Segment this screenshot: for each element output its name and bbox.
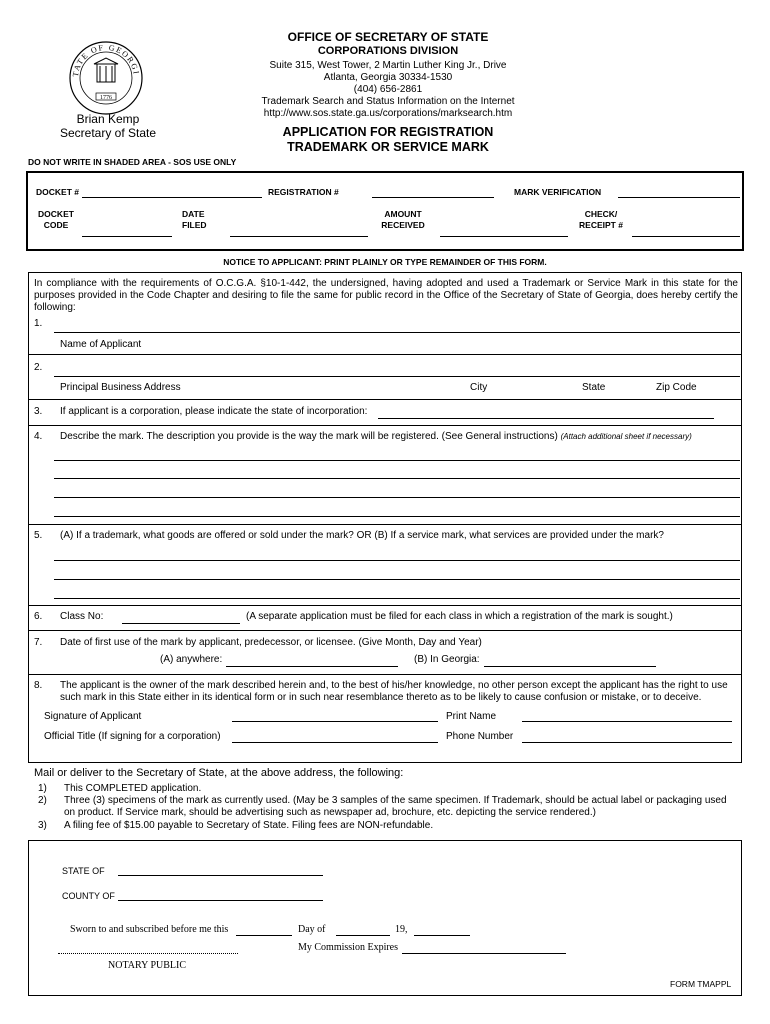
in-georgia-label: (B) In Georgia: bbox=[414, 654, 480, 665]
item-4-number: 4. bbox=[34, 431, 43, 442]
attach-sheet-note: (Attach additional sheet if necessary) bbox=[560, 432, 692, 441]
city-label: City bbox=[470, 382, 488, 393]
trademark-search-url[interactable]: http://www.sos.state.ga.us/corporations/marksearch.htm bbox=[263, 108, 513, 119]
signature-label: Signature of Applicant bbox=[44, 711, 142, 722]
describe-mark-question: Describe the mark. The description you provide is the way the mark will be registered. (See General instructions) bbox=[60, 431, 558, 442]
commission-expires-line[interactable] bbox=[402, 953, 566, 954]
state-of-line[interactable] bbox=[118, 875, 323, 876]
item-8-number: 8. bbox=[34, 680, 43, 691]
year-prefix: 19, bbox=[395, 924, 408, 935]
registration-label: REGISTRATION # bbox=[268, 187, 339, 197]
notary-public-label: NOTARY PUBLIC bbox=[108, 960, 187, 971]
mail-item-2-number: 2) bbox=[38, 795, 47, 806]
form-id: FORM TMAPPL bbox=[670, 979, 732, 989]
county-of-line[interactable] bbox=[118, 900, 323, 901]
official-title: Secretary of State bbox=[59, 126, 157, 140]
anywhere-date-line[interactable] bbox=[226, 666, 398, 667]
georgia-state-seal bbox=[66, 40, 146, 116]
first-use-question: Date of first use of the mark by applicant, predecessor, or licensee. (Give Month, Day and Year) bbox=[60, 637, 482, 648]
class-no-label: Class No: bbox=[60, 611, 104, 622]
class-note: (A separate application must be filed for each class in which a registration of the mark is sought.) bbox=[246, 611, 673, 622]
mark-verification-label: MARK VERIFICATION bbox=[514, 187, 602, 197]
mail-item-3: A filing fee of $15.00 payable to Secretary of State. Filing fees are NON-refundable. bbox=[64, 820, 434, 831]
office-title: OFFICE OF SECRETARY OF STATE bbox=[287, 30, 489, 44]
compliance-statement: In compliance with the requirements of O.C.G.A. §10-1-442, the undersigned, having adopted and used a Trademark or Service Mark in this state for the purposes provided in the Code Chapter and desiring to file the same for public record in the Office of the Secretary of State of Georgia, does hereby certify the following: bbox=[34, 278, 738, 313]
mail-item-1-number: 1) bbox=[38, 783, 47, 794]
goods-services-line[interactable] bbox=[54, 579, 740, 580]
seal-year: 1776 bbox=[100, 95, 112, 101]
mail-item-3-number: 3) bbox=[38, 820, 47, 831]
address-line-1: Suite 315, West Tower, 2 Martin Luther King Jr., Drive bbox=[269, 60, 507, 71]
amount-received-label: AMOUNT bbox=[384, 209, 422, 219]
mark-description-line[interactable] bbox=[54, 478, 740, 479]
docket-label: DOCKET # bbox=[36, 187, 79, 197]
commission-expires-label: My Commission Expires bbox=[298, 942, 399, 953]
form-title-line-2: TRADEMARK OR SERVICE MARK bbox=[287, 140, 489, 154]
division-title: CORPORATIONS DIVISION bbox=[317, 45, 459, 57]
mail-item-2: Three (3) specimens of the mark as currently used. (May be 3 samples of the same specimen. If Trademark, should be actual label or packaging used on product. If Service mark, should be advertising such as newspaper ad, brochure, etc. depicting the service rendered.) bbox=[64, 795, 727, 818]
goods-services-line[interactable] bbox=[54, 560, 740, 561]
year-line[interactable] bbox=[414, 935, 470, 936]
signature-line[interactable] bbox=[232, 721, 438, 722]
principal-address-label: Principal Business Address bbox=[60, 382, 181, 393]
county-of-label: COUNTY OF bbox=[62, 891, 115, 901]
docket-code-label: DOCKET bbox=[38, 209, 74, 219]
day-of-label: Day of bbox=[298, 924, 326, 935]
print-name-line[interactable] bbox=[522, 721, 732, 722]
mail-heading: Mail or deliver to the Secretary of State, at the above address, the following: bbox=[34, 767, 404, 779]
trademark-search-info: Trademark Search and Status Information on the Internet bbox=[261, 96, 515, 107]
mark-description-line[interactable] bbox=[54, 460, 740, 461]
date-filed-label: DATE bbox=[182, 209, 205, 219]
item-6-number: 6. bbox=[34, 611, 43, 622]
ownership-statement: The applicant is the owner of the mark described herein and, to the best of his/her knowledge, no other person except the applicant has the right to use such mark in this State either in its identical form or in such near resemblance thereto as to be likely to cause confusion or mistake, or to deceive. bbox=[60, 680, 728, 703]
georgia-date-line[interactable] bbox=[484, 666, 656, 667]
state-label: State bbox=[582, 382, 606, 393]
anywhere-label: (A) anywhere: bbox=[160, 654, 223, 665]
mark-description-line[interactable] bbox=[54, 497, 740, 498]
address-line-2: Atlanta, Georgia 30334-1530 bbox=[323, 72, 453, 83]
item-1-number: 1. bbox=[34, 318, 43, 329]
check-receipt-label: CHECK/ bbox=[584, 209, 618, 219]
office-use-warning: DO NOT WRITE IN SHADED AREA - SOS USE ONLY bbox=[28, 157, 237, 167]
item-5-number: 5. bbox=[34, 530, 43, 541]
seal-text: TATE OF GEORGI bbox=[70, 42, 141, 78]
print-name-label: Print Name bbox=[446, 711, 497, 722]
phone-number: (404) 656-2861 bbox=[353, 84, 423, 95]
state-of-label: STATE OF bbox=[62, 866, 105, 876]
sworn-day-line[interactable] bbox=[236, 935, 292, 936]
svg-text:STATE OF GEORGIA bbox=[66, 40, 141, 77]
mail-item-1: This COMPLETED application. bbox=[64, 783, 202, 794]
goods-services-line[interactable] bbox=[54, 598, 740, 599]
address-line[interactable] bbox=[54, 376, 740, 377]
phone-number-line[interactable] bbox=[522, 742, 732, 743]
incorporation-state-question: If applicant is a corporation, please indicate the state of incorporation: bbox=[60, 406, 368, 417]
applicant-name-line[interactable] bbox=[54, 332, 740, 333]
form-title-line-1: APPLICATION FOR REGISTRATION bbox=[282, 125, 494, 139]
notary-signature-line[interactable] bbox=[58, 953, 238, 954]
zip-code-label: Zip Code bbox=[656, 382, 697, 393]
goods-services-question: (A) If a trademark, what goods are offered or sold under the mark? OR (B) If a service mark, what services are provided under the mark? bbox=[60, 530, 664, 541]
item-3-number: 3. bbox=[34, 406, 43, 417]
item-7-number: 7. bbox=[34, 637, 43, 648]
item-2-number: 2. bbox=[34, 362, 43, 373]
month-line[interactable] bbox=[336, 935, 390, 936]
notary-box bbox=[28, 840, 742, 996]
official-title-line[interactable] bbox=[232, 742, 438, 743]
mark-description-line[interactable] bbox=[54, 516, 740, 517]
official-title-label: Official Title (If signing for a corporation) bbox=[44, 731, 221, 742]
official-name: Brian Kemp bbox=[76, 112, 140, 126]
name-of-applicant-label: Name of Applicant bbox=[60, 339, 142, 350]
phone-number-label: Phone Number bbox=[446, 731, 514, 742]
class-no-line[interactable] bbox=[122, 623, 240, 624]
sworn-statement: Sworn to and subscribed before me this bbox=[70, 924, 229, 935]
incorporation-state-line[interactable] bbox=[378, 418, 714, 419]
notice-to-applicant: NOTICE TO APPLICANT: PRINT PLAINLY OR TYPE REMAINDER OF THIS FORM. bbox=[223, 257, 547, 267]
